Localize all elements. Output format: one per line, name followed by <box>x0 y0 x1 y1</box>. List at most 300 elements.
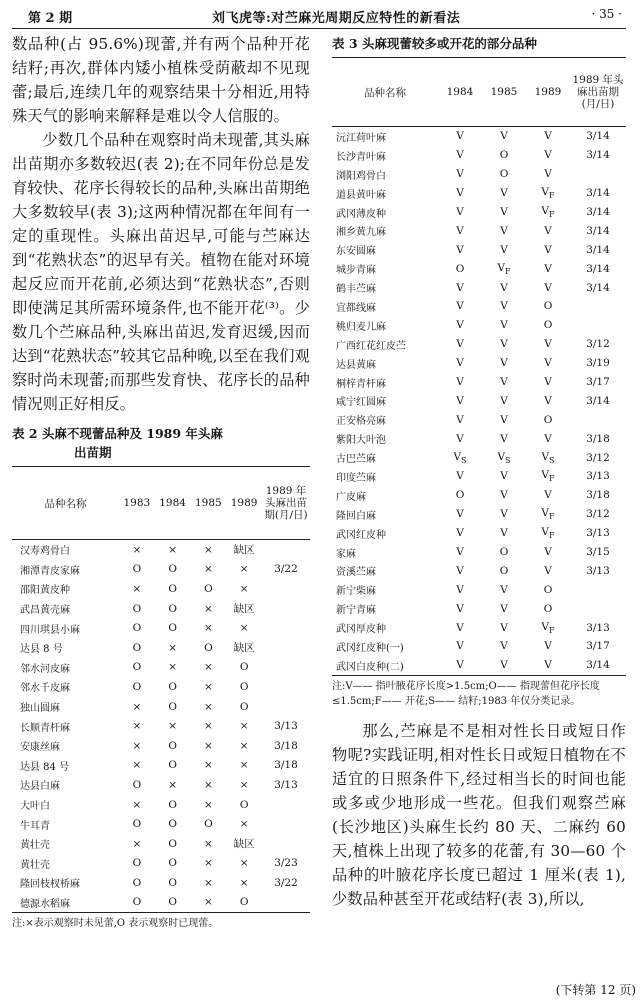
table3-caption: 表 3 头麻现蕾较多或开花的部分品种 <box>332 36 537 51</box>
running-header <box>12 4 626 29</box>
table-cell: × <box>168 720 178 733</box>
table-cell: O <box>499 149 509 162</box>
table-cell: × <box>239 876 249 889</box>
table-cell: O <box>168 700 177 713</box>
table-cell: V <box>456 168 464 181</box>
issue-number: 第 2 期 <box>28 11 73 26</box>
table-cell: × <box>168 661 178 674</box>
table-cell: × <box>203 563 213 576</box>
table-cell: 3/18 <box>586 489 610 502</box>
table-cell: 湘潭青皮家麻 <box>20 565 80 577</box>
table-row <box>332 580 626 599</box>
table-cell: × <box>132 582 142 595</box>
table-cell: 家麻 <box>336 548 356 560</box>
table-cell: V <box>500 640 508 653</box>
table-cell: O <box>455 489 465 502</box>
table-cell: × <box>203 700 213 713</box>
table-cell: O <box>499 564 509 577</box>
table-cell <box>262 579 310 599</box>
table3-header-cell: 1985 <box>482 58 526 127</box>
table-cell: V <box>544 546 552 559</box>
table-cell: V <box>500 508 508 521</box>
table-cell: O <box>168 563 177 576</box>
table-row <box>332 561 626 580</box>
table2-body <box>12 540 310 913</box>
table-cell: V <box>544 564 552 577</box>
table-cell <box>262 658 310 678</box>
table-cell <box>570 316 626 335</box>
table-cell: O <box>168 602 177 615</box>
table-cell: × <box>239 622 249 635</box>
table-cell: 四川琪县小麻 <box>20 624 80 636</box>
table-cell: V <box>456 130 464 143</box>
table3-header-row <box>332 58 626 127</box>
table-cell: O <box>239 798 249 811</box>
table-row <box>12 775 310 795</box>
table-cell: 桃归麦儿麻 <box>336 321 386 333</box>
table-cell: O <box>239 896 249 909</box>
table-cell: V <box>544 243 552 256</box>
table-cell: V <box>456 206 464 218</box>
right-column <box>332 32 626 911</box>
table-row <box>12 834 310 854</box>
table2-header-cell: 1989 <box>226 467 262 540</box>
table-cell: V <box>456 621 464 634</box>
table-cell: 湘乡黄九麻 <box>336 227 386 239</box>
table-cell: × <box>239 818 249 831</box>
table-row <box>332 391 626 410</box>
table-cell: O <box>132 602 142 615</box>
table-row <box>332 410 626 429</box>
table-row <box>332 637 626 656</box>
table-cell: 桐梓青杆麻 <box>336 378 386 390</box>
table-cell: V <box>456 602 464 615</box>
table-cell: V <box>456 300 464 313</box>
table-cell: O <box>204 818 213 831</box>
table-cell: 3/22 <box>274 876 298 889</box>
table-cell: V <box>456 546 464 559</box>
left-column <box>12 32 310 931</box>
table-cell: 3/14 <box>586 206 610 218</box>
table-cell: O <box>132 778 142 791</box>
table2 <box>12 466 310 913</box>
table-cell: O <box>204 641 213 654</box>
table-cell: V <box>456 338 464 351</box>
table-cell <box>262 638 310 658</box>
table-cell: × <box>239 720 249 733</box>
table-cell: 资溪苎麻 <box>336 567 376 579</box>
table-cell: O <box>168 759 177 772</box>
table-row <box>332 373 626 392</box>
table-cell: 3/18 <box>274 739 298 752</box>
table3-header-cell: 品种名称 <box>332 58 438 127</box>
table-row <box>12 873 310 893</box>
table-cell: V <box>500 489 508 502</box>
table-cell: 缺区 <box>233 603 255 616</box>
table-row <box>12 893 310 913</box>
table-cell: V <box>500 206 508 218</box>
table-cell <box>262 697 310 717</box>
table-row <box>12 814 310 834</box>
table-cell <box>262 834 310 854</box>
table-row <box>332 278 626 297</box>
table-row <box>12 540 310 560</box>
table-row <box>12 854 310 874</box>
table-cell: O <box>132 896 142 909</box>
table-cell: 3/12 <box>586 508 610 521</box>
running-title: 刘飞虎等:对苎麻光周期反应特性的新看法 <box>212 11 461 26</box>
table-cell: O <box>455 262 465 275</box>
table-cell: V <box>500 300 508 313</box>
table-cell: × <box>239 857 249 870</box>
table-cell: 印度苎麻 <box>336 472 376 484</box>
table-cell: × <box>132 759 142 772</box>
table-cell: V <box>500 602 508 615</box>
table-cell: 咸宁红圆麻 <box>336 397 386 409</box>
table-cell: $V_F$ <box>541 469 555 484</box>
table-cell: V <box>456 583 464 596</box>
table-cell: V <box>544 168 552 181</box>
table-cell: V <box>544 224 552 237</box>
table-row <box>12 599 310 619</box>
table-cell: × <box>203 837 213 850</box>
table-cell: 3/14 <box>586 262 610 275</box>
table3 <box>332 57 626 676</box>
table-cell: O <box>132 563 142 576</box>
table-cell: O <box>132 622 142 635</box>
table-cell: 缺区 <box>233 642 255 655</box>
table3-header-cell: 1989 年头麻出苗期(月/日) <box>570 58 626 127</box>
table-cell: V <box>456 149 464 162</box>
table-row <box>332 146 626 165</box>
table-cell: O <box>168 857 177 870</box>
table-cell: 正安格亮麻 <box>336 416 386 428</box>
table3-note: 注:V—— 指叶腋花序长度>1.5cm;O—— 指现蕾但花序长度≤1.5cm;F—— 开花;S—— 结籽;1983 年仅分类记录。 <box>332 680 600 707</box>
table-cell <box>570 599 626 618</box>
table-cell: 广西红花红皮苎 <box>336 340 406 352</box>
table-cell: V <box>544 659 552 672</box>
table3-header-cell: 1989 <box>526 58 570 127</box>
table-cell <box>262 618 310 638</box>
table-cell: 道县黄叶麻 <box>336 189 386 201</box>
table-cell: V <box>456 319 464 332</box>
table-cell: 武冈厚皮种 <box>336 624 386 636</box>
table-cell: V <box>500 130 508 143</box>
table-row <box>332 618 626 637</box>
table-cell: 武冈红皮种 <box>336 529 386 541</box>
table-cell: V <box>544 376 552 389</box>
table-cell: 3/18 <box>586 432 610 445</box>
table-cell: V <box>500 187 508 200</box>
table-cell: 3/12 <box>586 338 610 351</box>
table-cell: × <box>132 798 142 811</box>
table-row <box>332 486 626 505</box>
table-cell: O <box>132 680 142 693</box>
table-cell: 东安圆麻 <box>336 246 376 258</box>
table-cell: × <box>203 759 213 772</box>
table-cell: O <box>239 680 249 693</box>
table-cell: 3/13 <box>586 564 610 577</box>
table-cell: 3/14 <box>586 187 610 200</box>
table-cell: V <box>456 470 464 483</box>
table-cell: $V_F$ <box>541 204 555 220</box>
table-row <box>12 638 310 658</box>
table-cell: 紫阳大叶泡 <box>336 435 386 447</box>
table-cell: × <box>203 876 213 889</box>
table-cell: V <box>500 319 508 332</box>
table-cell: O <box>132 876 142 889</box>
table-cell: V <box>544 338 552 351</box>
table-cell: 3/14 <box>586 130 610 143</box>
table-cell: V <box>456 413 464 426</box>
table-cell: V <box>500 394 508 407</box>
table-cell: V <box>544 262 552 275</box>
table-cell: 达县白麻 <box>20 781 60 793</box>
table-cell: 缺区 <box>233 838 255 851</box>
table2-header-cell: 1983 <box>119 467 155 540</box>
table-row <box>332 505 626 524</box>
table-row <box>12 756 310 776</box>
table-row <box>332 184 626 203</box>
table-row <box>332 165 626 184</box>
table-cell <box>570 580 626 599</box>
table-row <box>12 736 310 756</box>
table-cell: O <box>168 798 177 811</box>
table-row <box>12 579 310 599</box>
table-cell: O <box>239 700 249 713</box>
table-cell: 3/15 <box>586 546 610 559</box>
table-cell: 3/14 <box>586 243 610 256</box>
table-cell: 3/23 <box>274 857 298 870</box>
table-cell: $V_S$ <box>541 450 555 465</box>
table-cell: O <box>543 319 553 332</box>
table2-header-row <box>12 467 310 540</box>
table-cell: O <box>168 739 177 752</box>
table-cell: × <box>132 720 142 733</box>
table-cell: × <box>239 563 249 576</box>
table-cell: O <box>132 641 142 654</box>
table-cell: × <box>203 622 213 635</box>
table-cell: $V_F$ <box>541 186 555 201</box>
table-cell: V <box>456 243 464 256</box>
table-cell: 3/13 <box>274 778 298 791</box>
table-cell: 武昌黄壳麻 <box>20 605 70 617</box>
table-cell: O <box>543 602 553 615</box>
table-cell <box>262 795 310 815</box>
table-cell <box>570 165 626 184</box>
table-cell: V <box>500 432 508 445</box>
table-cell: V <box>456 564 464 577</box>
table-cell: V <box>544 130 552 143</box>
table-cell: V <box>500 357 508 370</box>
table-cell: O <box>168 818 177 831</box>
table-cell: × <box>239 759 249 772</box>
table-cell: O <box>132 857 142 870</box>
table-cell: × <box>203 661 213 674</box>
table-cell: O <box>204 582 213 595</box>
table-cell: O <box>543 413 553 426</box>
table-cell: V <box>456 394 464 407</box>
table-cell: 3/14 <box>586 224 610 237</box>
table-cell: 浏阳鸡骨白 <box>336 170 386 182</box>
table-cell: 汉寿鸡骨白 <box>20 546 70 558</box>
table2-header-cell: 品种名称 <box>12 467 119 540</box>
table2-caption <box>12 424 310 462</box>
table-row <box>332 448 626 467</box>
table-cell: O <box>168 876 177 889</box>
table-row <box>332 354 626 373</box>
table-cell: V <box>544 149 552 162</box>
table-cell: × <box>203 857 213 870</box>
table-cell: 安康丝麻 <box>20 742 60 754</box>
table-cell: × <box>168 778 178 791</box>
table-cell: O <box>239 661 249 674</box>
table-cell: 广皮麻 <box>336 491 366 503</box>
table-row <box>332 335 626 354</box>
table-cell: $V_F$ <box>541 526 555 541</box>
table-cell: × <box>203 720 213 733</box>
table-cell: 缺区 <box>233 544 255 557</box>
body-paragraph-2: 少数几个品种在观察时尚未现蕾,其头麻出苗期亦多数较迟(表 2);在不同年份总是发育较快、花序长得较长的品种,头麻出苗期绝大多数较早(表 3);这两种情况都在年间有一定的重现性。头麻出苗迟早,可能与苎麻达到“花熟状态”的迟早有关。植物在能对环境起反应而开花前,必须达到“花熟状态”,否则即使满足其所需环境条件,也不能开花⁽³⁾。少数几个苎麻品种,头麻出苗迟,发育迟缓,因而达到“花熟状态”较其它品种晚,以至在我们观察时尚未现蕾;而那些发育快、花序长的品种情况则正好相反。 <box>12 131 310 413</box>
table2-header-cell: 1989 年头麻出苗期(月/日) <box>262 467 310 540</box>
table-cell <box>262 540 310 560</box>
table-cell: 黄壮壳 <box>20 840 50 852</box>
table-cell: 3/13 <box>586 621 610 634</box>
table-cell: 3/18 <box>274 759 298 772</box>
table-cell: 3/13 <box>586 527 610 540</box>
table-cell: × <box>203 543 213 556</box>
table-cell: 3/13 <box>586 470 610 483</box>
table-row <box>332 467 626 486</box>
table-cell: V <box>456 640 464 653</box>
table-cell <box>570 410 626 429</box>
table2-caption-line1: 表 2 头麻不现蕾品种及 1989 年头麻 <box>12 426 223 441</box>
table-cell: × <box>203 896 213 909</box>
table-cell: 长沙青叶麻 <box>336 151 386 163</box>
table-cell <box>262 814 310 834</box>
table-cell: V <box>456 224 464 237</box>
table-cell: 隆回白麻 <box>336 510 376 522</box>
table-row <box>332 599 626 618</box>
table-cell: 古巴苎麻 <box>336 454 376 466</box>
table-row <box>332 524 626 543</box>
table-cell: × <box>239 739 249 752</box>
table-cell: × <box>203 602 213 615</box>
table-cell: $V_F$ <box>541 507 555 522</box>
table-cell: 隆回枝杈桥麻 <box>20 879 80 891</box>
table-cell: 武冈薄皮种 <box>336 208 386 220</box>
table-cell: V <box>456 508 464 521</box>
table-row <box>12 716 310 736</box>
table-cell: V <box>500 243 508 256</box>
table-cell: O <box>132 818 142 831</box>
table-row <box>332 656 626 675</box>
table-cell: 黄壮壳 <box>20 859 50 871</box>
table-cell: V <box>500 281 508 294</box>
table-cell: V <box>500 338 508 351</box>
body-paragraph-1: 数品种(占 95.6%)现蕾,并有两个品种开花结籽;再次,群体内矮小植株受荫蔽却不见现蕾;最后,连续几年的观察结果十分相近,用特殊天气的影响来解释是难以令人信服的。 <box>12 35 310 125</box>
table-cell: 3/12 <box>586 451 610 464</box>
table-cell: O <box>543 583 553 596</box>
table2-header-cell: 1984 <box>155 467 191 540</box>
table-row <box>332 127 626 146</box>
table-cell: V <box>500 659 508 672</box>
table-cell: 新宁青麻 <box>336 605 376 617</box>
table-cell: V <box>544 357 552 370</box>
table-cell: 新宁柴麻 <box>336 586 376 598</box>
table-cell: × <box>203 778 213 791</box>
table-cell: 独山圆麻 <box>20 703 60 715</box>
table-cell: V <box>544 281 552 294</box>
table-cell: × <box>132 837 142 850</box>
table-cell: 武冈红皮种(一) <box>336 642 404 654</box>
table-cell: 3/13 <box>274 720 298 733</box>
table-cell: 3/14 <box>586 394 610 407</box>
table-cell: V <box>500 583 508 596</box>
table2-note: 注:×表示观察时未见蕾,O 表示观察时已现蕾。 <box>12 918 219 930</box>
table-cell: O <box>168 582 177 595</box>
table-cell: V <box>544 432 552 445</box>
table3-header-cell: 1984 <box>438 58 482 127</box>
table-cell: 邻水千皮麻 <box>20 683 70 695</box>
table-cell: V <box>456 357 464 370</box>
table-row <box>332 203 626 222</box>
table-cell: × <box>203 680 213 693</box>
table-cell: 3/14 <box>586 281 610 294</box>
table-cell: 长顺青杆麻 <box>20 722 70 734</box>
table-cell: $V_F$ <box>541 620 555 635</box>
table-cell: O <box>132 661 142 674</box>
table-cell: $V_S$ <box>453 450 467 465</box>
table-row <box>332 429 626 448</box>
table-cell: V <box>456 376 464 389</box>
table-cell: V <box>500 413 508 426</box>
table-cell: O <box>168 622 177 635</box>
table-cell: 3/17 <box>586 376 610 389</box>
table-cell: V <box>456 659 464 672</box>
table-cell: V <box>456 432 464 445</box>
table-cell: 鹤丰苎麻 <box>336 284 376 296</box>
table-cell: × <box>203 739 213 752</box>
table-cell: V <box>456 187 464 200</box>
table-cell: × <box>132 543 142 556</box>
continued-note: (下转第 12 页) <box>555 983 636 997</box>
table-row <box>332 221 626 240</box>
table-cell: × <box>132 700 142 713</box>
table-cell: × <box>239 778 249 791</box>
table-cell: 3/14 <box>586 149 610 162</box>
table-cell: 3/19 <box>586 357 610 370</box>
table-cell: V <box>500 376 508 389</box>
table-cell: × <box>203 798 213 811</box>
table-cell: V <box>456 527 464 540</box>
table-cell: × <box>168 641 178 654</box>
table2-caption-line2: 出苗期 <box>74 445 112 460</box>
table-row <box>12 560 310 580</box>
table-row <box>332 240 626 259</box>
table-row <box>12 697 310 717</box>
table-cell: O <box>499 168 509 181</box>
table-row <box>332 316 626 335</box>
table-cell: 宜都线麻 <box>336 302 376 314</box>
table-row <box>332 259 626 278</box>
table-row <box>332 543 626 562</box>
table-cell: 3/22 <box>274 563 298 576</box>
table-row <box>332 297 626 316</box>
table-cell: V <box>456 281 464 294</box>
table-cell: V <box>544 489 552 502</box>
table-cell: $V_F$ <box>497 261 511 276</box>
